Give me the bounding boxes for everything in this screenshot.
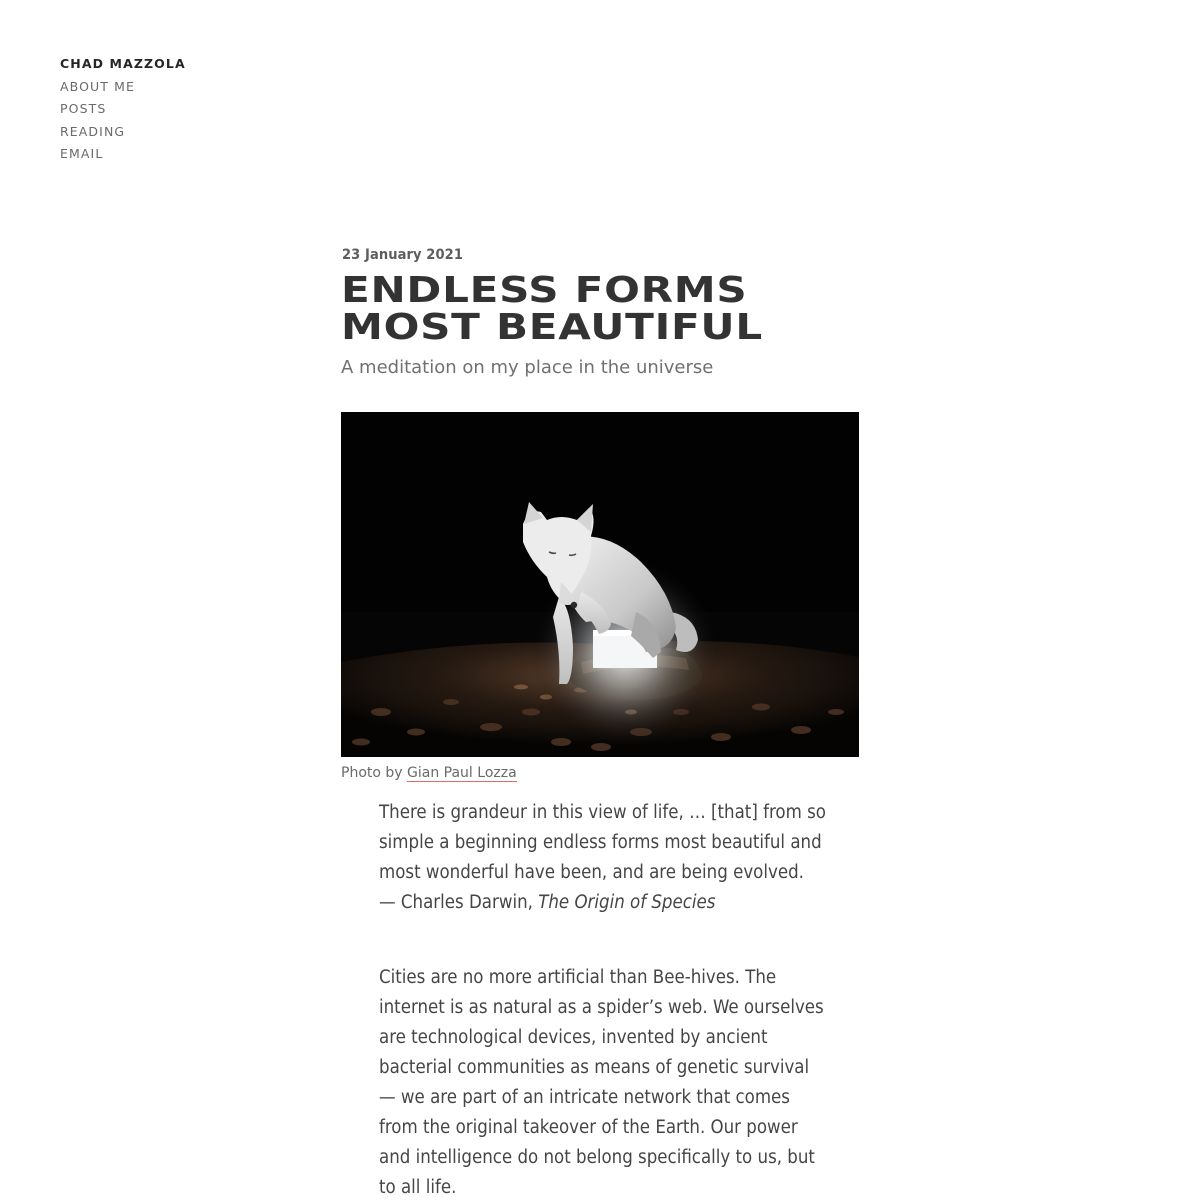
photo-credit bbox=[341, 763, 517, 783]
post-subtitle: A meditation on my place in the universe bbox=[341, 357, 714, 378]
epigraph-quote: There is grandeur in this view of life, … [that] from so simple a beginning endless forms most beautiful and most wonderful have been, and are being evolved. bbox=[379, 802, 826, 883]
post-title bbox=[341, 272, 949, 346]
nav-home-link[interactable]: CHAD MAZZOLA bbox=[60, 56, 186, 71]
nav-item-email[interactable]: EMAIL bbox=[60, 146, 104, 161]
epigraph-work-title: The Origin of Species bbox=[538, 892, 716, 913]
body-paragraph: Cities are no more artificial than Bee-hives. The internet is as natural as a spider’s web. We ourselves are technological devices, invented by ancient bacterial communities as means of genetic survival — we are part of an intricate network that comes from the original takeover of the Earth. Our power and intelligence do not belong specifically to us, but to all life. bbox=[379, 967, 824, 1198]
photo-credit-prefix: Photo by bbox=[341, 765, 403, 781]
epigraph-attribution bbox=[379, 888, 829, 918]
post-date: 23 January 2021 bbox=[342, 247, 464, 263]
hero-photo bbox=[341, 412, 859, 757]
post-title-line-2: MOST BEAUTIFUL bbox=[341, 307, 763, 348]
site-nav bbox=[60, 56, 186, 169]
epigraph bbox=[379, 798, 829, 918]
nav-item-about-me[interactable]: ABOUT ME bbox=[60, 78, 135, 94]
photographer-link[interactable]: Gian Paul Lozza bbox=[407, 765, 517, 781]
post-title-line-1: ENDLESS FORMS bbox=[341, 270, 748, 311]
nav-item-reading[interactable]: READING bbox=[60, 123, 126, 139]
nav-item-posts[interactable]: POSTS bbox=[60, 101, 107, 116]
epigraph-author: — Charles Darwin, bbox=[379, 892, 533, 913]
